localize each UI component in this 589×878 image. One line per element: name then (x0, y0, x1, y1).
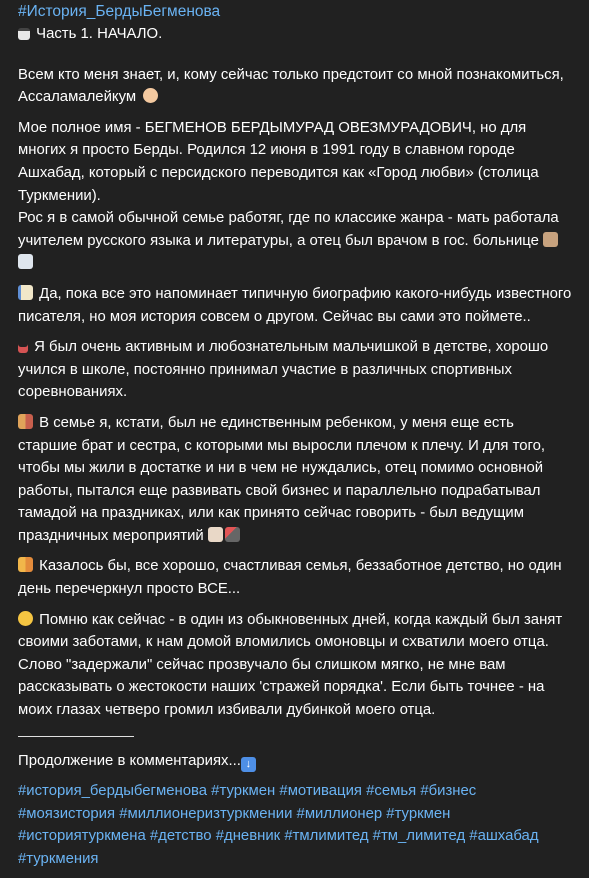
hashtag-link[interactable]: #миллионеризтуркмении (119, 805, 293, 822)
calendar-icon (18, 28, 30, 40)
paragraph-name (18, 117, 574, 207)
hashtag-link[interactable]: #история_бердыбегменова (18, 783, 208, 800)
sad-face-icon (18, 611, 33, 626)
paragraph-family-background (18, 207, 574, 275)
paragraph-siblings-text: В семье я, кстати, был не единственным ребенком, у меня еще есть старшие брат и сестра, с которыми мы выросли плечом к плечу. И для того, чтобы мы жили в достатке и ни в чем не нуждались, отец помимо основной работы, пытался еще развивать свой бизнес и параллельно подрабатывал тамадой на праздниках, или как принято сейчас говорить - был ведущим праздничных мероприятий (18, 414, 546, 544)
man-icon (208, 527, 223, 542)
message-body (18, 1, 574, 871)
paragraph-arrest-text: Помню как сейчас - в один из обыкновенных дней, когда каждый был занят своими заботами, к нам домой вломились омоновцы и схватили моего отца. Слово "задержали" сейчас прозвучало бы слишком мягко, не мне вам рассказывать о жестокости наших 'стражей порядка'. Если быть точнее - на моих глазах четверо громил избивали дубинкой моего отца. (18, 611, 563, 719)
hashtag-link[interactable]: #историятуркмена (18, 828, 146, 845)
doctor-icon (18, 254, 33, 269)
paragraph-happy-family (18, 555, 574, 600)
paragraph-childhood-text: Я был очень активным и любознательным мальчишкой в детстве, хорошо учился в школе, постоянно принимал участие в различных спортивных соревнованиях. (18, 339, 549, 401)
hashtag-link[interactable]: #детство (149, 828, 212, 845)
part-title-text: Часть 1. НАЧАЛО. (36, 26, 163, 42)
part-title (18, 23, 574, 46)
paragraph-biography (18, 283, 574, 328)
paragraph-childhood (18, 336, 574, 404)
paragraph-biography-text: Да, пока все это напоминает типичную биографию какого-нибудь известного писателя, но моя история совсем о другом. Сейчас вы сами это поймете.. (18, 285, 572, 325)
series-hashtag-link[interactable]: #История_БердыБегменова (18, 3, 221, 20)
hashtag-link[interactable]: #мотивация (279, 783, 362, 800)
paragraph-siblings (18, 412, 574, 548)
hashtag-link[interactable]: #тмлимитед (284, 828, 369, 845)
hashtag-link[interactable]: #ашхабад (469, 828, 539, 845)
family-hug-icon (18, 557, 33, 572)
hashtag-link[interactable]: #туркмения (18, 851, 99, 867)
family-icon (18, 414, 33, 429)
hashtag-list (18, 780, 574, 870)
hashtag-link[interactable]: #бизнес (420, 783, 477, 800)
paragraph-greeting-text: Всем кто меня знает, и, кому сейчас только предстоит со мной познакомиться, Ассаламалейкум (18, 66, 564, 106)
paragraph-arrest (18, 609, 574, 722)
hashtag-link[interactable]: #туркмен (386, 805, 451, 822)
book-icon (18, 285, 33, 300)
paragraph-name-text: Мое полное имя - БЕГМЕНОВ БЕРДЫМУРАД ОВЕЗМУРАДОВИЧ, но для многих я просто Берды. Родился 12 июня в 1991 году в славном городе Ашхабад, который с персидского переводится как «Город любви» (столица Туркмении). (18, 119, 539, 204)
down-arrow-icon: ↓ (241, 757, 256, 772)
handshake-icon (143, 88, 158, 103)
paragraph-family-background-text: Рос я в самой обычной семье работяг, где по классике жанра - мать работала учителем русского языка и литературы, а отец был врачом в гос. больнице (18, 210, 559, 249)
divider (18, 736, 134, 737)
teacher-icon (543, 232, 558, 247)
hashtag-link[interactable]: #туркмен (211, 783, 276, 800)
continuation-text: Продолжение в комментариях... (18, 752, 241, 769)
continuation-line (18, 750, 574, 773)
hashtag-link[interactable]: #семья (366, 783, 417, 800)
hashtag-link[interactable]: #дневник (215, 828, 281, 845)
hashtag-link[interactable]: #моязистория (18, 805, 116, 822)
running-icon (18, 338, 28, 353)
microphone-icon (225, 527, 240, 542)
paragraph-greeting (18, 64, 574, 109)
hashtag-link[interactable]: #тм_лимитед (372, 828, 466, 845)
paragraph-happy-family-text: Казалось бы, все хорошо, счастливая семья, беззаботное детство, но один день перечеркнул просто ВСЕ... (18, 558, 562, 598)
hashtag-link[interactable]: #миллионер (296, 805, 383, 822)
